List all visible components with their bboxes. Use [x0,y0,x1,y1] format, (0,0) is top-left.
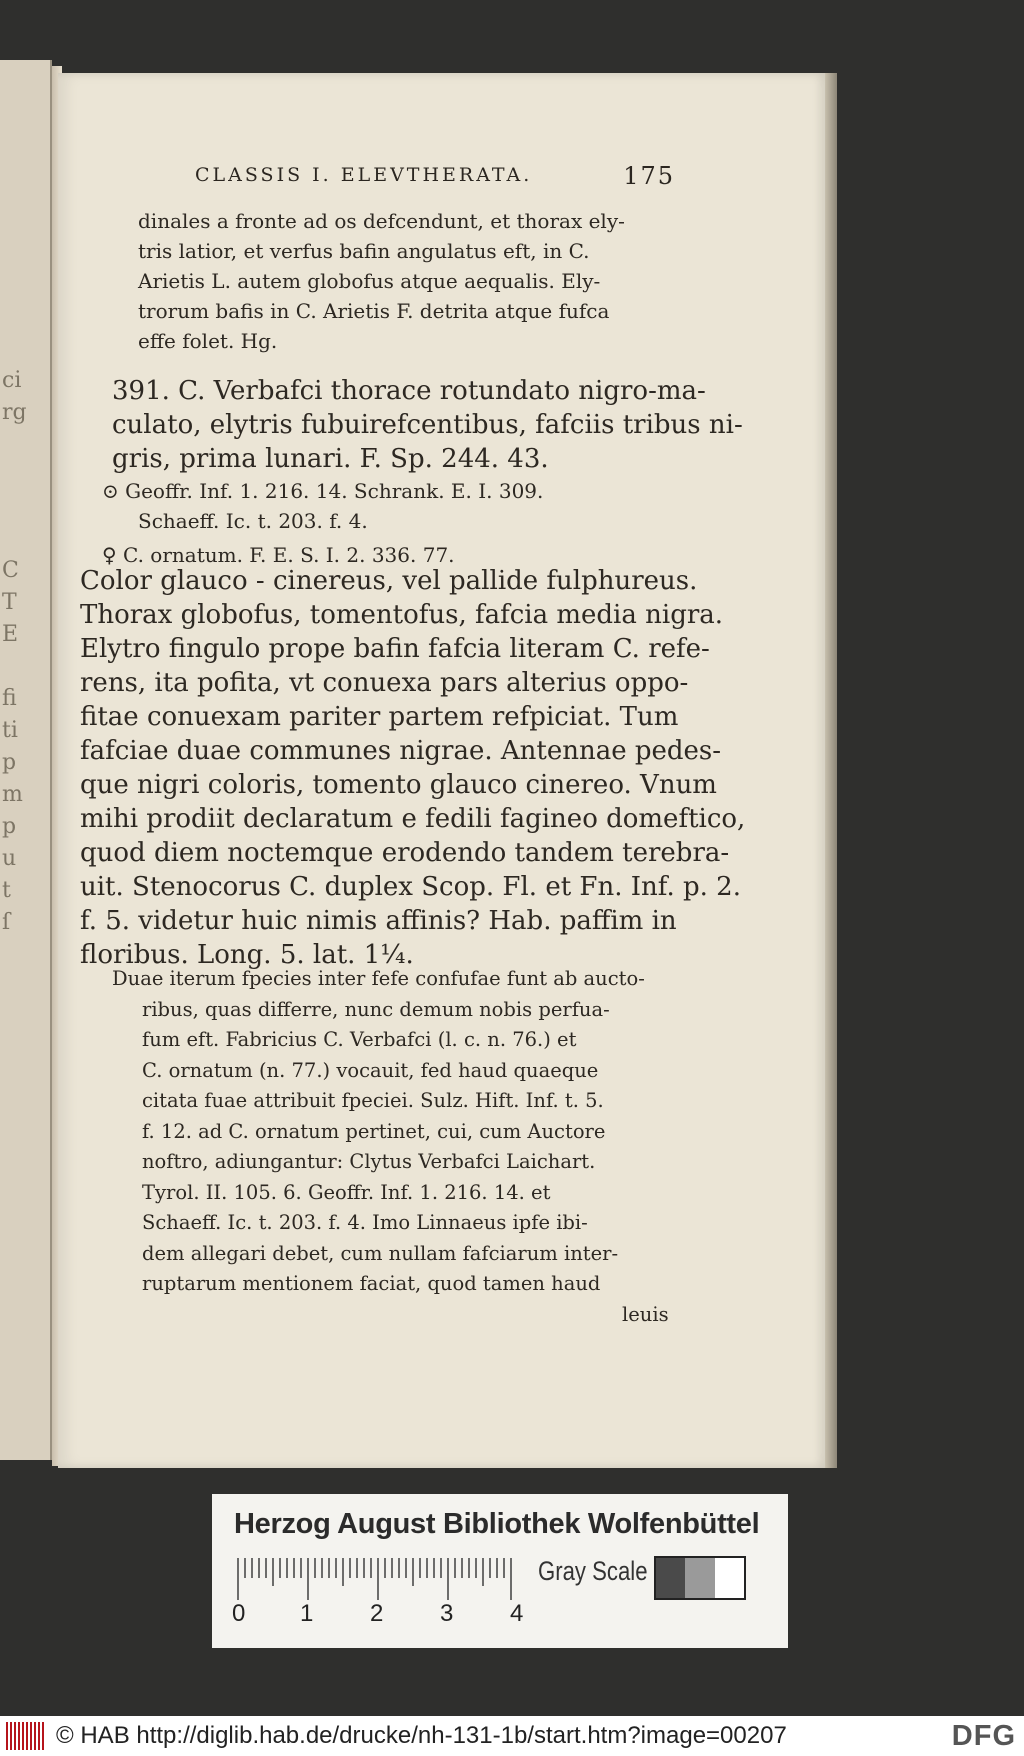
text-line: 391. C. Verbafci thorace rotundato nigro-ma- [112,376,706,406]
scale-number: 4 [510,1600,524,1627]
text-line: Arietis L. autem globofus atque aequalis. Ely- [138,269,601,293]
text-line: que nigri coloris, tomento glauco cinereo. Vnum [80,770,717,800]
gray-scale-swatches [654,1556,746,1600]
text-line: noftro, adiungantur: Clytus Verbafci Laichart. [142,1150,596,1173]
text-line: mihi prodiit declaratum e fedili fagineo domeftico, [80,804,746,834]
previous-page-sliver [0,60,52,1460]
text-line: fafciae duae communes nigrae. Antennae pedes- [80,736,722,766]
gray-swatch [715,1558,744,1598]
text-line: f. 5. videtur huic nimis affinis? Hab. paffim in [80,906,677,936]
scale-number: 3 [440,1600,454,1627]
text-line: Elytro fingulo prope bafin fafcia literam C. refe- [80,634,710,664]
left-fragment: ci [2,368,22,393]
text-line: C. ornatum (n. 77.) vocauit, fed haud quaeque [142,1058,599,1082]
left-fragment: fi [2,686,17,711]
scale-number: 0 [232,1600,246,1627]
gray-swatch [685,1558,714,1598]
text-line: gris, prima lunari. F. Sp. 244. 43. [112,444,549,474]
text-line: f. 12. ad C. ornatum pertinet, cui, cum Auctore [142,1119,606,1143]
text-line: uit. Stenocorus C. duplex Scop. Fl. et Fn. Inf. p. 2. [80,872,741,902]
text-line: Schaeff. Ic. t. 203. f. 4. Imo Linnaeus ipfe ibi- [142,1211,588,1234]
text-line: citata fuae attribuit fpeciei. Sulz. Hift. Inf. t. 5. [142,1089,604,1112]
text-line: ⊙ Geoffr. Inf. 1. 216. 14. Schrank. E. I. 309. [102,479,544,503]
left-fragment: T [2,590,17,615]
text-line: rens, ita pofita, vt conuexa pars alterius oppo- [80,668,689,698]
text-line: culato, elytris fubuirefcentibus, fafciis tribus ni- [112,410,743,440]
left-fragment: p [2,750,17,775]
running-head [195,162,675,190]
gray-swatch [656,1558,685,1598]
text-line: effe folet. Hg. [138,329,278,353]
gray-scale-label: Gray Scale [538,1556,648,1586]
library-title: Herzog August Bibliothek Wolfenbüttel [234,1508,760,1540]
left-fragment: rg [2,400,27,425]
scale-number: 1 [300,1600,314,1627]
hab-logo-icon [6,1722,46,1750]
text-line: Schaeff. Ic. t. 203. f. 4. [138,509,368,533]
text-line: dem allegari debet, cum nullam fafciarum inter- [142,1241,619,1265]
running-head-title: CLASSIS I. ELEVTHERATA. [195,164,533,186]
scale-ruler [236,1556,516,1606]
text-line: floribus. Long. 5. lat. 1¼. [80,940,414,970]
left-fragment: u [2,846,17,871]
text-line: ruptarum mentionem faciat, quod tamen haud [142,1272,601,1295]
footer-bar [0,1716,1024,1756]
left-fragment: m [2,782,23,807]
description [80,564,745,972]
left-fragment: C [2,558,19,583]
left-fragment: ti [2,718,18,743]
text-line: Color glauco - cinereus, vel pallide fulphureus. [80,566,698,596]
left-fragment: ſ [2,910,11,935]
left-fragment: t [2,878,11,903]
synonyms [102,476,543,570]
source-url[interactable]: © HAB http://diglib.hab.de/drucke/nh-131-1b/start.htm?image=00207 [56,1722,787,1749]
text-line: Duae iterum fpecies inter fefe confufae funt ab aucto- [112,967,645,990]
text-line: fum eft. Fabricius C. Verbafci (l. c. n. 76.) et [142,1028,577,1051]
text-line: trorum bafis in C. Arietis F. detrita atque fufca [138,299,610,323]
left-fragment: E [2,622,19,647]
text-line: Thorax globofus, tomentofus, fafcia media nigra. [80,600,724,630]
page-number: 175 [623,162,675,190]
page-edge [825,73,837,1468]
text-line: dinales a fronte ad os defcendunt, et thorax ely- [138,209,625,233]
note [112,964,645,1300]
text-line: ♀ C. ornatum. F. E. S. I. 2. 336. 77. [102,543,455,567]
text-line: fitae conuexam pariter partem refpiciat. Tum [80,702,679,732]
catchword: leuis [622,1303,669,1326]
library-color-card [212,1494,788,1648]
left-fragment: p [2,814,17,839]
text-line: Tyrol. II. 105. 6. Geoffr. Inf. 1. 216. 14. et [142,1180,551,1204]
top-paragraph [138,206,625,356]
scale-number: 2 [370,1600,384,1627]
species-entry [112,374,743,476]
text-line: quod diem noctemque erodendo tandem terebra- [80,838,730,868]
dfg-logo: DFG [951,1720,1016,1752]
text-line: tris latior, et verfus bafin angulatus eft, in C. [138,239,590,263]
scale-numbers [232,1600,532,1628]
text-line: ribus, quas differre, nunc demum nobis perfua- [142,997,610,1021]
